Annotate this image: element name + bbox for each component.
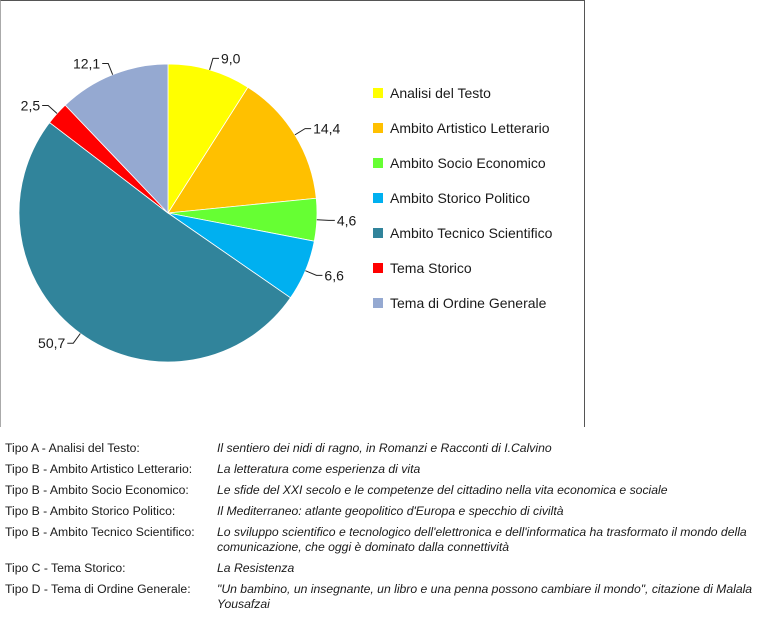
topic-title: La letteratura come esperienza di vita (217, 462, 421, 476)
slice-value-label: 14,4 (313, 120, 341, 137)
slice-value-label: 50,7 (38, 335, 66, 352)
topic-row (5, 561, 765, 576)
legend-label-ambito-artistico-letterario: Ambito Artistico Letterario (390, 120, 550, 136)
legend-swatch-tema-storico (373, 263, 383, 273)
legend-label-analisi-del-testo: Analisi del Testo (390, 85, 491, 101)
legend-swatch-ambito-storico-politico (373, 193, 383, 203)
topic-title: Il Mediterraneo: atlante geopolitico d'Europa e specchio di civiltà (217, 504, 564, 518)
topic-type: Tipo C - Tema Storico: (5, 561, 126, 575)
slice-value-label: 4,6 (336, 212, 357, 229)
topic-title: Il sentiero dei nidi di ragno, in Romanzi e Racconti di I.Calvino (217, 441, 552, 455)
slice-value-label: 2,5 (20, 97, 41, 114)
leader-line (102, 64, 112, 75)
legend-label-tema-di-ordine-generale: Tema di Ordine Generale (390, 295, 547, 311)
legend-swatch-ambito-socio-economico (373, 158, 383, 168)
legend-label-ambito-socio-economico: Ambito Socio Economico (390, 155, 546, 171)
topic-type: Tipo B - Ambito Tecnico Scientifico: (5, 525, 195, 539)
legend-swatch-ambito-artistico-letterario (373, 123, 383, 133)
topic-type: Tipo D - Tema di Ordine Generale: (5, 582, 191, 596)
leader-line (210, 58, 219, 70)
legend-label-ambito-tecnico-scientifico: Ambito Tecnico Scientifico (390, 225, 553, 241)
topics-list (5, 441, 765, 618)
topic-title: Le sfide del XXI secolo e le competenze del cittadino nella vita economica e sociale (217, 483, 668, 497)
topic-row (5, 462, 765, 477)
legend-swatch-tema-di-ordine-generale (373, 298, 383, 308)
leader-line (295, 129, 311, 135)
topic-row (5, 441, 765, 456)
topic-title: "Un bambino, un insegnante, un libro e una penna possono cambiare il mondo", citazione di Malala Yousafzai (217, 582, 753, 611)
topic-row (5, 483, 765, 498)
legend-label-tema-storico: Tema Storico (390, 260, 472, 276)
leader-line (317, 220, 335, 221)
leader-line (42, 105, 57, 113)
topic-type: Tipo A - Analisi del Testo: (5, 441, 140, 455)
topic-type: Tipo B - Ambito Socio Economico: (5, 483, 189, 497)
legend-swatch-ambito-tecnico-scientifico (373, 228, 383, 238)
topic-title: Lo sviluppo scientifico e tecnologico dell'elettronica e dell'informatica ha trasformato il mondo della comunicazione, che oggi è dominato dalla connettività (217, 525, 747, 554)
slice-value-label: 6,6 (324, 267, 344, 284)
topic-row (5, 525, 765, 555)
topic-title: La Resistenza (217, 561, 295, 575)
topic-row (5, 582, 765, 612)
legend-swatch-analisi-del-testo (373, 88, 383, 98)
topic-row (5, 504, 765, 519)
leader-line (67, 333, 80, 343)
legend-label-ambito-storico-politico: Ambito Storico Politico (390, 190, 531, 206)
topic-type: Tipo B - Ambito Storico Politico: (5, 504, 176, 518)
slice-value-label: 12,1 (72, 55, 101, 72)
topic-type: Tipo B - Ambito Artistico Letterario: (5, 462, 193, 476)
leader-line (305, 271, 322, 276)
slice-value-label: 9,0 (220, 50, 241, 67)
